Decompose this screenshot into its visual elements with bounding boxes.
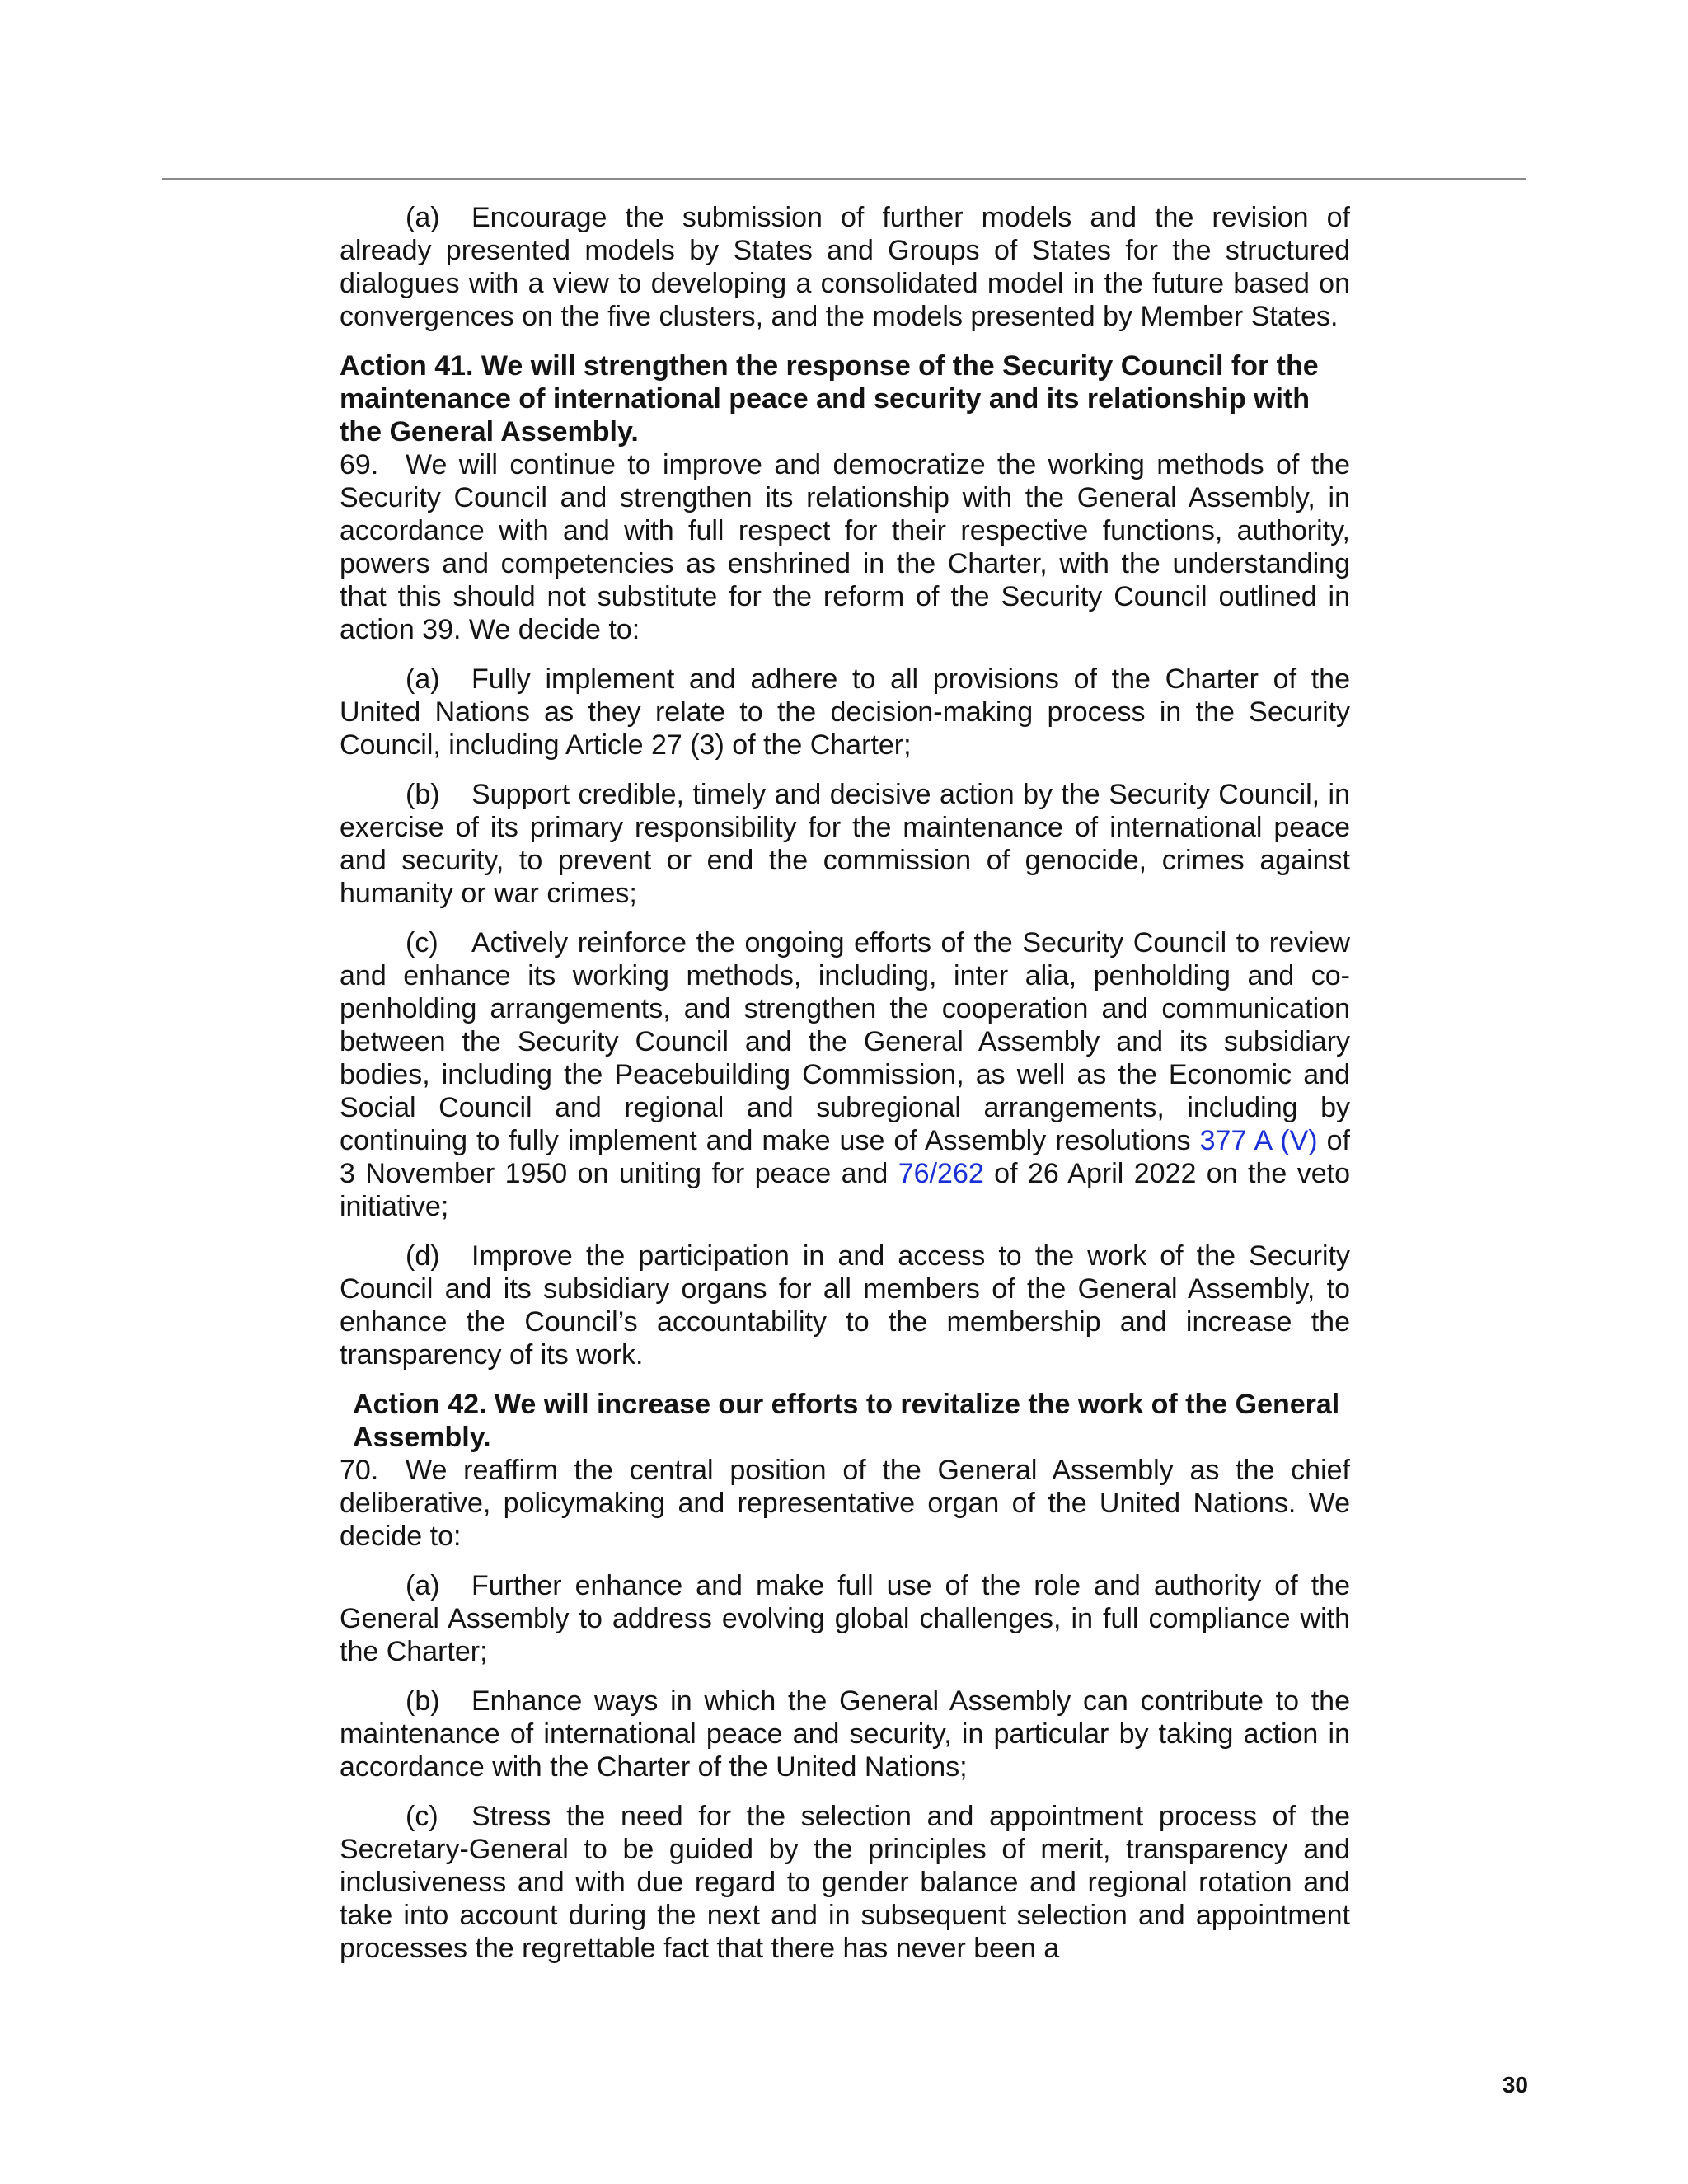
action-41-heading: Action 41. We will strengthen the response of the Security Council for the maintenance of international peace and security and its relationship with the General Assembly. [340,350,1319,448]
document-body [340,201,1350,1981]
resolution-76-262-link[interactable]: 76/262 [898,1158,984,1189]
item-label: (b) [406,779,440,810]
subparagraph-68a [340,201,1350,333]
item-label: (a) [406,202,440,233]
paragraph-number: 69. [340,449,379,480]
item-label: (a) [406,663,440,695]
paragraph-69 [340,448,1350,646]
item-label: (c) [406,927,438,958]
subparagraph-69a [340,663,1350,762]
resolution-377-link[interactable]: 377 A (V) [1199,1125,1318,1156]
item-text: Support credible, timely and decisive action by the Security Council, in exercise of its primary responsibility for the maintenance of international peace and security, to prevent or end the commission of genocide, crimes against humanity or war crimes; [340,779,1350,909]
subparagraph-69b [340,778,1350,910]
action-42-heading: Action 42. We will increase our efforts to revitalize the work of the General Assembly. [353,1389,1340,1453]
item-text: Further enhance and make full use of the role and authority of the General Assembly to address evolving global challenges, in full compliance with the Charter; [340,1570,1350,1667]
item-text: Fully implement and adhere to all provisions of the Charter of the United Nations as they relate to the decision-making process in the Security Council, including Article 27 (3) of the Charter; [340,663,1350,761]
item-text: Encourage the submission of further models and the revision of already presented models by States and Groups of States for the structured dialogues with a view to developing a consolidated model in the future based on convergences on the five clusters, and the models presented by Member States. [340,202,1350,332]
header-rule [162,178,1526,180]
subparagraph-70c [340,1800,1350,1965]
item-text: of 3 November 1950 on uniting for peace and [340,1125,1350,1189]
paragraph-number: 70. [340,1455,379,1486]
item-text: Enhance ways in which the General Assembly can contribute to the maintenance of international peace and security, in particular by taking action in accordance with the Charter of the United Nations; [340,1685,1350,1783]
item-text: Stress the need for the selection and appointment process of the Secretary-General to be guided by the principles of merit, transparency and inclusiveness and with due regard to gender balance and regional rotation and take into account during the next and in subsequent selection and appointment processes the regrettable fact that there has never been a [340,1801,1350,1964]
paragraph-70 [340,1454,1350,1553]
subparagraph-70b [340,1685,1350,1783]
subparagraph-70a [340,1569,1350,1668]
subparagraph-69d [340,1240,1350,1371]
item-label: (b) [406,1685,440,1717]
item-label: (d) [406,1240,440,1272]
page-number: 30 [1502,2072,1528,2097]
item-label: (a) [406,1570,440,1601]
paragraph-text: We reaffirm the central position of the General Assembly as the chief deliberative, policymaking and representative organ of the United Nations. We decide to: [340,1455,1350,1552]
item-label: (c) [406,1801,438,1832]
item-text: Improve the participation in and access to the work of the Security Council and its subsidiary organs for all members of the General Assembly, to enhance the Council’s accountability to the membership and increase the transparency of its work. [340,1240,1350,1371]
paragraph-text: We will continue to improve and democratize the working methods of the Security Council and strengthen its relationship with the General Assembly, in accordance with and with full respect for their respective functions, authority, powers and competencies as enshrined in the Charter, with the understanding that this should not substitute for the reform of the Security Council outlined in action 39. We decide to: [340,449,1350,645]
item-text: of 26 April 2022 on the veto initiative; [340,1158,1350,1222]
item-text: Actively reinforce the ongoing efforts of the Security Council to review and enhance its working methods, including, inter alia, penholding and co-penholding arrangements, and strengthen the cooperation and communication between the Security Council and the General Assembly and its subsidiary bodies, including the Peacebuilding Commission, as well as the Economic and Social Council and regional and subregional arrangements, including by continuing to fully implement and make use of Assembly resolutions [340,927,1350,1156]
subparagraph-69c [340,926,1350,1223]
